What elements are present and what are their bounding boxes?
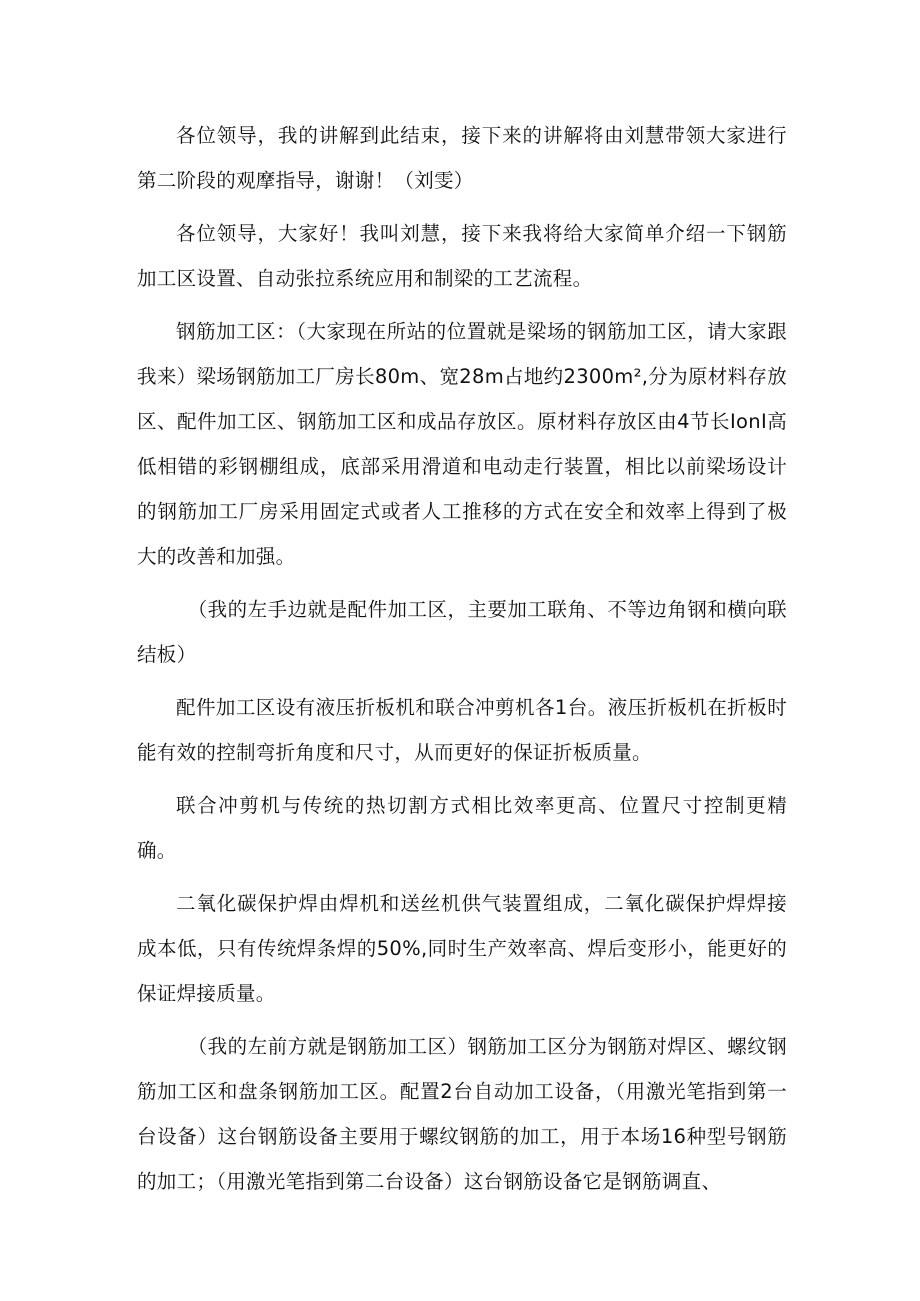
paragraph-rebar-processing: （我的左前方就是钢筋加工区）钢筋加工区分为钢筋对焊区、螺纹钢筋加工区和盘条钢筋加工区。配置2台自动加工设备，（用激光笔指到第一台设备）这台钢筋设备主要用于螺纹钢筋的加工，用于本场16种型号钢筋的加工；（用激光笔指到第二台设备）这台钢筋设备它是钢筋调直、	[137, 1035, 787, 1193]
paragraph-introduction: 各位领导，大家好！我叫刘慧，接下来我将给大家简单介绍一下钢筋加工区设置、自动张拉系统应用和制梁的工艺流程。	[137, 222, 787, 290]
paragraph-parts-area-aside: （我的左手边就是配件加工区，主要加工联角、不等边角钢和横向联结板）	[137, 598, 787, 666]
paragraph-co2-welding: 二氧化碳保护焊由焊机和送丝机供气装置组成，二氧化碳保护焊焊接成本低，只有传统焊条焊的50%,同时生产效率高、焊后变形小，能更好的保证焊接质量。	[137, 892, 787, 1005]
paragraph-closing-remarks: 各位领导，我的讲解到此结束，接下来的讲解将由刘慧带领大家进行第二阶段的观摩指导，谢谢！（刘雯）	[137, 124, 787, 192]
paragraph-rebar-workshop: 钢筋加工区：（大家现在所站的位置就是梁场的钢筋加工区，请大家跟我来）梁场钢筋加工厂房长80m、宽28m占地约2300m²,分为原材料存放区、配件加工区、钢筋加工区和成品存放区。原材料存放区由4节长IonI高低相错的彩钢棚组成，底部采用滑道和电动走行装置，相比以前梁场设计的钢筋加工厂房采用固定式或者人工推移的方式在安全和效率上得到了极大的改善和加强。	[137, 320, 787, 568]
paragraph-punch-shear: 联合冲剪机与传统的热切割方式相比效率更高、位置尺寸控制更精确。	[137, 794, 787, 862]
document-body	[137, 113, 787, 1212]
paragraph-parts-machines: 配件加工区设有液压折板机和联合冲剪机各1台。液压折板机在折板时能有效的控制弯折角度和尺寸，从而更好的保证折板质量。	[137, 696, 787, 764]
